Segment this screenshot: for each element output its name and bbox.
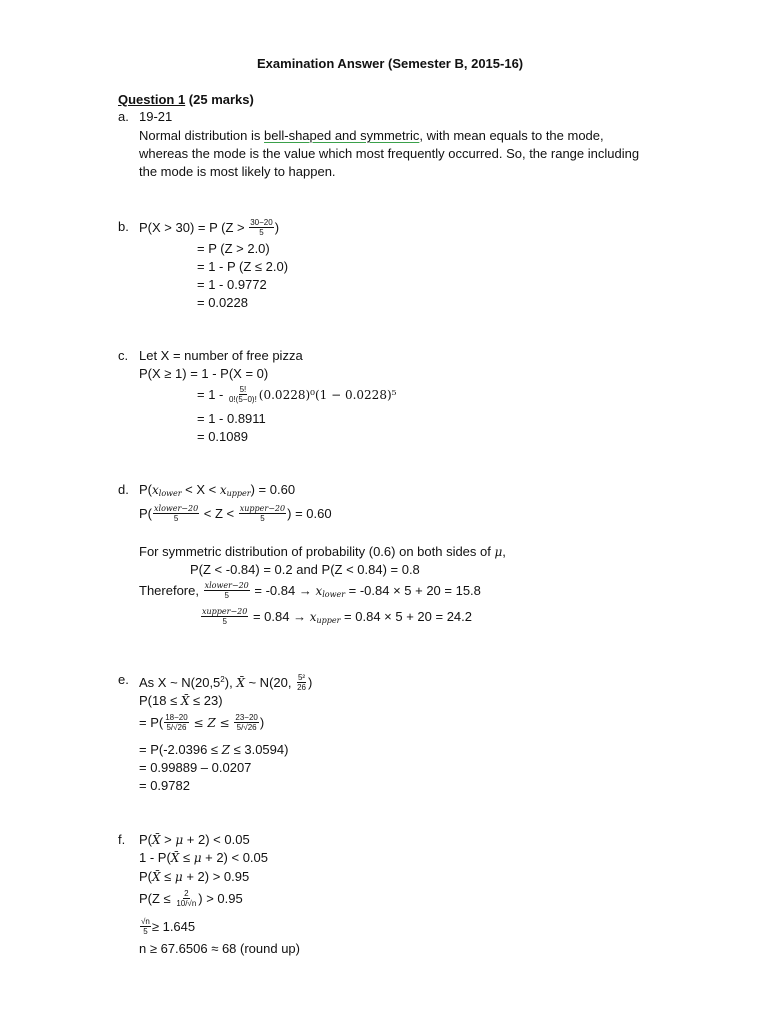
part-f-l2-op: ≤ (179, 850, 194, 865)
part-b-line-1-close: ) (274, 219, 280, 235)
part-e-l4-close: ≤ 3.0594) (230, 742, 289, 757)
part-e-l3-open: = P( (139, 714, 164, 730)
part-f-line-6: n ≥ 67.6506 ≈ 68 (round up) (139, 941, 300, 956)
part-c-line-3 (197, 386, 396, 405)
part-d-l3-text: For symmetric distribution of probability (0.6) on both sides of (139, 544, 495, 559)
fraction-denominator: 5 (222, 617, 227, 626)
part-d-line-2 (139, 505, 332, 524)
fraction-denominator: 5 (173, 514, 179, 523)
part-e-l1-text: As X ~ N(20,5 (139, 675, 221, 690)
mu-symbol: μ (494, 545, 503, 559)
z-var: Z (221, 743, 230, 757)
part-e-letter: e. (118, 672, 129, 687)
fraction-denominator: 5 (259, 228, 264, 237)
part-e-l3-fraction-1 (164, 713, 188, 732)
subscript-upper: upper (226, 489, 251, 498)
x-var: x (219, 483, 227, 497)
part-b-line-1-text: P(X > 30) = P (Z > (139, 219, 249, 235)
part-f-l5-fraction (140, 917, 151, 936)
part-d-l2-fraction-1 (153, 504, 199, 523)
part-d-l2-open: P( (139, 505, 152, 521)
fraction-numerator: 2 (184, 889, 189, 898)
subscript-upper: upper (316, 615, 341, 625)
part-a-letter: a. (118, 109, 129, 124)
part-d-line-4: P(Z < -0.84) = 0.2 and P(Z < 0.84) = 0.8 (190, 562, 420, 577)
part-d-line-6 (200, 608, 472, 629)
part-e-l3-fraction-2 (234, 713, 258, 732)
part-e-l1-fraction (296, 673, 307, 692)
part-f-letter: f. (118, 832, 126, 847)
part-e-l4-open: = P(-2.0396 ≤ (139, 742, 222, 757)
x-var: x (152, 483, 159, 497)
part-e-l1-close: ) (307, 675, 313, 690)
part-e-line-4 (139, 742, 288, 758)
part-c-line-5: = 0.1089 (197, 429, 248, 444)
x-var: x (315, 583, 323, 598)
fraction-denominator: 5 (260, 514, 265, 523)
part-c-binomial-terms: (0.0228)⁰(1 − 0.0228)⁵ (258, 387, 397, 402)
part-a-text-2: , with mean equals to the mode, whereas the mode is the value which most frequently occurred. So, the range including the mode is most likely to happen. (139, 128, 640, 179)
part-b-line-5: = 0.0228 (197, 295, 248, 310)
subscript-lower: lower (158, 489, 182, 498)
part-e-line-5: = 0.99889 – 0.0207 (139, 760, 252, 775)
part-f-line-4 (139, 890, 243, 909)
part-d-l2-close: ) = 0.60 (287, 505, 332, 521)
part-f-line-5 (139, 918, 195, 937)
part-f-l1-op: > (160, 832, 176, 847)
part-b-fraction (249, 218, 273, 237)
part-f-l2-open: 1 - P( (139, 850, 171, 865)
part-d-l1-close: ) = 0.60 (250, 482, 296, 497)
fraction-numerator: 5² (297, 673, 306, 683)
part-d-l5-mid: = -0.84 → (250, 582, 316, 598)
fraction-numerator: 18−20 (165, 713, 188, 722)
part-a-highlight: bell-shaped and symmetric (264, 128, 420, 143)
part-f-l4-fraction (175, 889, 197, 908)
part-f-line-1 (139, 832, 250, 848)
part-e-line-1 (139, 672, 312, 693)
part-c-line-1: Let X = number of free pizza (139, 348, 303, 363)
part-c-line-4: = 1 - 0.8911 (197, 411, 266, 426)
part-c-line-3-text: = 1 - (197, 386, 227, 402)
question-label: Question 1 (118, 92, 186, 107)
part-f-line-2 (139, 850, 268, 866)
question-marks: (25 marks) (185, 92, 254, 107)
fraction-denominator: 5 (143, 927, 148, 936)
part-d-l5-therefore: Therefore, (139, 582, 203, 598)
x-bar-symbol: X̄ (170, 851, 180, 865)
part-f-l3-op: ≤ (160, 869, 175, 884)
part-f-l1-close: + 2) < 0.05 (183, 832, 250, 847)
part-d-l2-mid: < Z < (200, 505, 238, 521)
fraction-numerator: √n (141, 917, 150, 926)
part-d-line-3 (139, 544, 506, 560)
part-c-line-2: P(X ≥ 1) = 1 - P(X = 0) (139, 366, 269, 381)
fraction-numerator: xlower−20 (154, 504, 199, 513)
part-c-letter: c. (118, 348, 129, 363)
part-e-line-6: = 0.9782 (139, 778, 190, 793)
part-e-l3-close: ) (259, 714, 265, 730)
part-d-line-1 (139, 482, 295, 502)
fraction-denominator: 26 (297, 683, 306, 693)
part-d-l5-fraction (204, 581, 250, 600)
fraction-numerator: 5! (239, 385, 247, 394)
x-bar-symbol: X̄ (152, 833, 161, 847)
mu-symbol: μ (174, 870, 183, 884)
x-bar-symbol: X̄ (236, 676, 245, 690)
fraction-numerator: xupper−20 (202, 607, 248, 616)
fraction-numerator: 23−20 (235, 713, 258, 722)
part-f-l3-close: + 2) > 0.95 (182, 869, 250, 884)
part-f-l3-open: P( (139, 869, 152, 884)
subscript-lower: lower (322, 589, 346, 599)
fraction-denominator: 5/√26 (236, 723, 257, 732)
fraction-denominator: 5/√26 (166, 723, 187, 732)
part-e-line-2 (139, 693, 223, 709)
fraction-denominator: 0!(5−0)! (229, 395, 257, 404)
part-f-l2-close: + 2) < 0.05 (201, 850, 269, 865)
superscript: 2 (220, 675, 225, 684)
part-e-l2-open: P(18 ≤ (139, 693, 181, 708)
part-d-letter: d. (118, 482, 129, 497)
x-bar-symbol: X̄ (152, 870, 161, 884)
part-c-fraction (228, 385, 258, 404)
fraction-numerator: xupper−20 (239, 504, 286, 513)
part-b-line-4: = 1 - 0.9772 (197, 277, 267, 292)
part-b-line-1 (139, 219, 279, 238)
fraction-denominator: 5 (224, 591, 229, 600)
part-f-l1-open: P( (139, 832, 152, 847)
part-d-l1-mid: < X < (181, 482, 220, 497)
page-title: Examination Answer (Semester B, 2015-16) (257, 56, 524, 71)
question-heading (118, 92, 254, 108)
fraction-denominator: 10/√n (176, 899, 197, 908)
x-var: x (309, 609, 317, 624)
part-b-line-3: = 1 - P (Z ≤ 2.0) (197, 259, 289, 274)
part-d-l3-comma: , (502, 544, 506, 559)
part-b-line-2: = P (Z > 2.0) (197, 241, 270, 256)
part-f-l5-result: ≥ 1.645 (151, 918, 196, 934)
part-e-l1-dist: ~ N(20, (244, 675, 296, 690)
mu-symbol: μ (193, 851, 202, 865)
part-a-text-1: Normal distribution is (139, 128, 264, 143)
fraction-numerator: xlower−20 (204, 581, 249, 590)
part-e-l3-mid: ≤ Z ≤ (189, 715, 234, 730)
part-d-l6-result: = 0.84 × 5 + 20 = 24.2 (340, 608, 472, 624)
part-a-answer: 19-21 (139, 109, 173, 124)
fraction-numerator: 30−20 (250, 218, 273, 227)
part-d-l1-open: P( (139, 482, 152, 497)
part-e-l1-mid: ), (224, 675, 237, 690)
part-e-line-3 (139, 714, 264, 733)
part-d-l5-result: = -0.84 × 5 + 20 = 15.8 (345, 582, 481, 598)
part-d-l2-fraction-2 (239, 504, 286, 523)
mu-symbol: μ (175, 833, 184, 847)
part-d-l6-fraction (201, 607, 248, 626)
part-a-explanation (139, 127, 654, 181)
x-bar-symbol: X̄ (180, 694, 190, 708)
part-b-letter: b. (118, 219, 129, 234)
part-d-l6-mid: = 0.84 → (249, 608, 310, 624)
part-d-line-5 (139, 582, 481, 603)
part-f-line-3 (139, 869, 249, 885)
part-f-l4-close: ) > 0.95 (198, 890, 243, 906)
part-f-l4-open: P(Z ≤ (139, 890, 175, 906)
part-e-l2-close: ≤ 23) (189, 693, 223, 708)
